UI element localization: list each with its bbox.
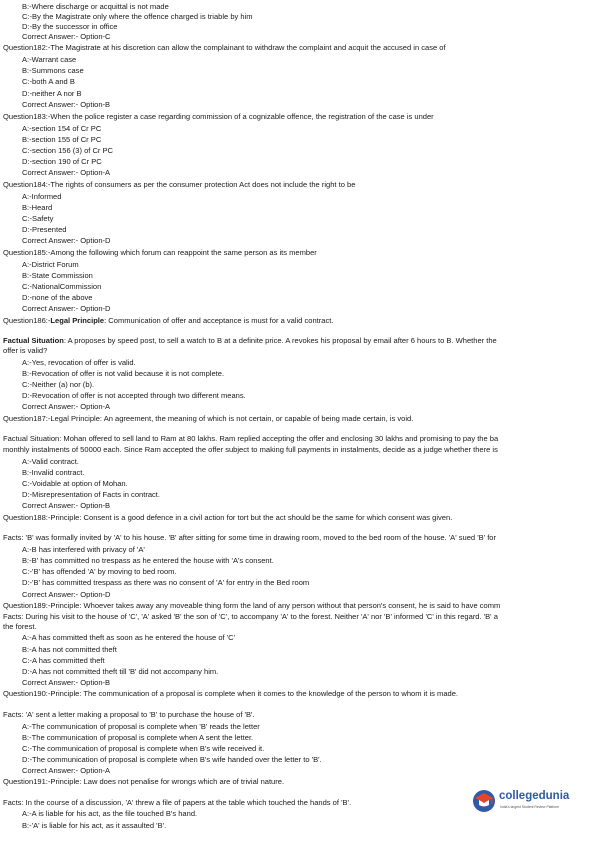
answer-option: A:-The communication of proposal is complete when 'B' reads the letter bbox=[22, 723, 260, 731]
correct-answer: Correct Answer:- Option-A bbox=[22, 169, 111, 177]
facts: Facts: 'B' was formally invited by 'A' to his house. 'B' after sitting for some time in drawing room, moved to the bed room of the house. 'A' sued 'B' for bbox=[3, 534, 497, 542]
answer-option: B:-A has not committed theft bbox=[22, 646, 117, 654]
answer-option: B:-Invalid contract. bbox=[22, 469, 85, 477]
answer-option: C:-Safety bbox=[22, 215, 54, 223]
facts: Facts: In the course of a discussion, 'A' threw a file of papers at the table which touched the hands of 'B'. bbox=[3, 799, 352, 807]
question-182: Question182:-The Magistrate at his discretion can allow the complainant to withdraw the complaint and acquit the accused in case of bbox=[3, 44, 446, 52]
answer-option: D:-section 190 of Cr PC bbox=[22, 158, 102, 166]
factual-situation-cont: monthly instalments of 50000 each. Since Ram accepted the offer subject to making full payments in instalments, decide as a judge whether there is bbox=[3, 446, 498, 454]
correct-answer: Correct Answer:- Option-B bbox=[22, 101, 111, 109]
answer-option: B:-Heard bbox=[22, 204, 53, 212]
answer-option: D:-'B' has committed trespass as there was no consent of 'A' for entry in the Bed room bbox=[22, 579, 310, 587]
facts: Facts: During his visit to the house of 'C', 'A' asked 'B' the son of 'C', to accompany 'A' to the forest. Neither 'A' nor 'B' informed 'C' in this regard. 'B' a bbox=[3, 613, 498, 621]
answer-option: B:-Where discharge or acquittal is not made bbox=[22, 3, 169, 11]
answer-option: D:-neither A nor B bbox=[22, 90, 82, 98]
answer-option: D:-A has not committed theft till 'B' did not accompany him. bbox=[22, 668, 219, 676]
answer-option: A:-Valid contract. bbox=[22, 458, 79, 466]
answer-option: B:-Revocation of offer is not valid because it is not complete. bbox=[22, 370, 225, 378]
correct-answer: Correct Answer:- Option-D bbox=[22, 237, 111, 245]
correct-answer: Correct Answer:- Option-B bbox=[22, 502, 111, 510]
answer-option: B:-State Commission bbox=[22, 272, 93, 280]
answer-option: A:-Informed bbox=[22, 193, 62, 201]
answer-option: D:-By the successor in office bbox=[22, 23, 118, 31]
answer-option: C:-both A and B bbox=[22, 78, 75, 86]
correct-answer: Correct Answer:- Option-B bbox=[22, 679, 111, 687]
question-185: Question185:-Among the following which forum can reappoint the same person as its member bbox=[3, 249, 317, 257]
question-184: Question184:-The rights of consumers as per the consumer protection Act does not include the right to be bbox=[3, 181, 356, 189]
answer-option: C:-By the Magistrate only where the offence charged is triable by him bbox=[22, 13, 253, 21]
correct-answer: Correct Answer:- Option-A bbox=[22, 767, 111, 775]
correct-answer: Correct Answer:- Option-D bbox=[22, 305, 111, 313]
facts-cont: the forest. bbox=[3, 623, 37, 631]
question-186: Question186:-Legal Principle: Communication of offer and acceptance is must for a valid contract. bbox=[3, 317, 334, 325]
factual-situation-cont: offer is valid? bbox=[3, 347, 48, 355]
answer-option: A:-B has interfered with privacy of 'A' bbox=[22, 546, 145, 554]
collegedunia-logo[interactable] bbox=[472, 787, 592, 821]
answer-option: A:-Yes, revocation of offer is valid. bbox=[22, 359, 136, 367]
answer-option: C:-The communication of proposal is complete when B's wife received it. bbox=[22, 745, 265, 753]
factual-situation: Factual Situation: A proposes by speed post, to sell a watch to B at a definite price. A revokes his proposal by email after 6 hours to B. Whether the bbox=[3, 337, 497, 345]
question-189: Question189:-Principle: Whoever takes away any moveable thing form the land of any person without that person's consent, he is said to have comm bbox=[3, 602, 501, 610]
question-187: Question187:-Legal Principle: An agreement, the meaning of which is not certain, or capable of being made certain, is void. bbox=[3, 415, 414, 423]
brand-name: collegedunia bbox=[499, 790, 570, 802]
correct-answer: Correct Answer:- Option-C bbox=[22, 33, 111, 41]
answer-option: A:-District Forum bbox=[22, 261, 79, 269]
brand-tagline: India's largest Student Review Platform bbox=[500, 805, 560, 809]
correct-answer: Correct Answer:- Option-A bbox=[22, 403, 111, 411]
answer-option: D:-The communication of proposal is complete when B's wife handed over the letter to 'B'. bbox=[22, 756, 322, 764]
answer-option: C:-A has committed theft bbox=[22, 657, 105, 665]
answer-option: A:-A is liable for his act, as the file touched B's hand. bbox=[22, 810, 198, 818]
answer-option: B:-section 155 of Cr PC bbox=[22, 136, 102, 144]
answer-option: B:-B' has committed no trespass as he entered the house with 'A's consent. bbox=[22, 557, 274, 565]
facts: Facts: 'A' sent a letter making a proposal to 'B' to purchase the house of 'B'. bbox=[3, 711, 255, 719]
answer-option: D:-Misrepresentation of Facts in contract. bbox=[22, 491, 160, 499]
answer-option: A:-Warrant case bbox=[22, 56, 77, 64]
question-191: Question191:-Principle: Law does not penalise for wrongs which are of trivial nature. bbox=[3, 778, 285, 786]
answer-option: B:-Summons case bbox=[22, 67, 84, 75]
factual-situation: Factual Situation: Mohan offered to sell land to Ram at 80 lakhs. Ram replied accepting the offer and enclosing 30 lakhs and promising to pay the ba bbox=[3, 435, 499, 443]
answer-option: C:-NationalCommission bbox=[22, 283, 102, 291]
answer-option: C:-Neither (a) nor (b). bbox=[22, 381, 95, 389]
correct-answer: Correct Answer:- Option-D bbox=[22, 591, 111, 599]
answer-option: A:-section 154 of Cr PC bbox=[22, 125, 102, 133]
answer-option: C:-Voidable at option of Mohan. bbox=[22, 480, 128, 488]
question-190: Question190:-Principle: The communication of a proposal is complete when it comes to the knowledge of the person to whom it is made. bbox=[3, 690, 459, 698]
answer-option: D:-Revocation of offer is not accepted through two different means. bbox=[22, 392, 246, 400]
answer-option: C:-'B' has offended 'A' by moving to bed room. bbox=[22, 568, 177, 576]
question-183: Question183:-When the police register a case regarding commission of a cognizable offence, the registration of the case is under bbox=[3, 113, 434, 121]
question-188: Question188:-Principle: Consent is a good defence in a civil action for tort but the act should be the same for which consent was given. bbox=[3, 514, 453, 522]
answer-option: A:-A has committed theft as soon as he entered the house of 'C' bbox=[22, 634, 236, 642]
answer-option: C:-section 156 (3) of Cr PC bbox=[22, 147, 114, 155]
answer-option: B:-The communication of proposal is complete when A sent the letter. bbox=[22, 734, 254, 742]
graduation-cap-icon bbox=[472, 787, 496, 815]
answer-option: D:-none of the above bbox=[22, 294, 93, 302]
answer-option: B:-'A' is liable for his act, as it assaulted 'B'. bbox=[22, 822, 167, 830]
answer-option: D:-Presented bbox=[22, 226, 67, 234]
